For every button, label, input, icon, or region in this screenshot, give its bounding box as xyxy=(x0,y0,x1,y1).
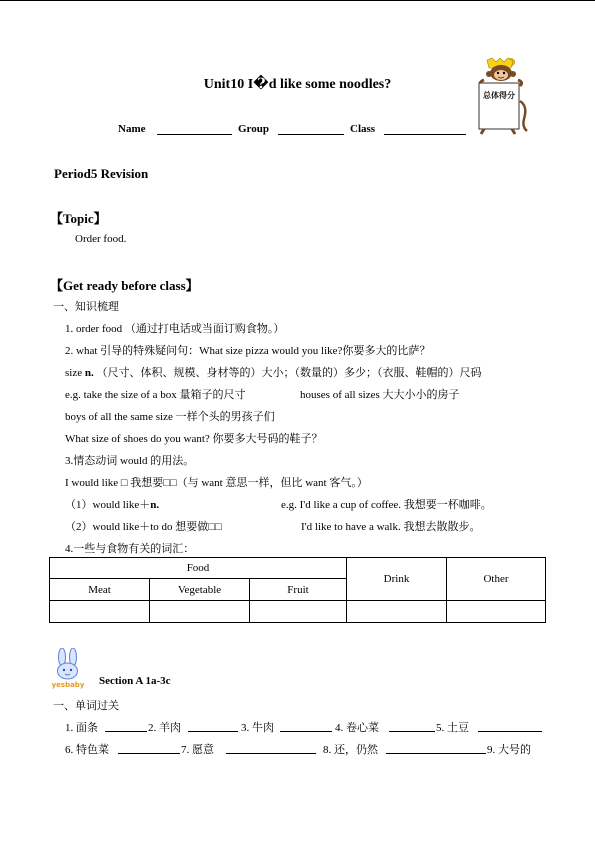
word-prompt-3: 3. 牛肉 xyxy=(241,722,274,734)
note-line-9a xyxy=(65,496,159,512)
word-prompt-5: 5. 土豆 xyxy=(436,722,469,734)
class-field[interactable] xyxy=(384,124,466,135)
drink-answer-cell[interactable] xyxy=(347,601,447,623)
word-blank-1[interactable] xyxy=(105,721,147,732)
word-blank-3[interactable] xyxy=(280,721,332,732)
vegetable-header: Vegetable xyxy=(150,579,250,601)
rabbit-logo xyxy=(49,648,87,690)
note-line-6: What size of shoes do you want? 你要多大号码的鞋子？ xyxy=(65,433,323,445)
page-title: Unit10 I�d like some noodles? xyxy=(203,77,392,92)
note-line-9b: e.g. I'd like a cup of coffee. 我想要一杯咖啡。 xyxy=(281,499,492,511)
note-line-4a: e.g. take the size of a box 量箱子的尺寸 xyxy=(65,389,246,401)
topic-heading: 【Topic】 xyxy=(50,211,107,226)
other-header: Other xyxy=(447,558,546,601)
ready-heading: 【Get ready before class】 xyxy=(50,278,199,293)
note-line-4b: houses of all sizes 大大小小的房子 xyxy=(300,389,460,401)
note-line-2: 2. what 引导的特殊疑问句：What size pizza would you like?你要多大的比萨？ xyxy=(65,345,431,357)
word-blank-2[interactable] xyxy=(188,721,238,732)
noun-mark-2: n. xyxy=(150,499,160,511)
other-answer-cell[interactable] xyxy=(447,601,546,623)
group-label: Group xyxy=(238,123,269,135)
size-word: size xyxy=(65,367,85,379)
rabbit-logo-text: yesbaby xyxy=(51,681,85,689)
note-line-8: I would like □ 我想要□□（与 want 意思一样，但比 want 客气。） xyxy=(65,477,368,489)
monkey-score-badge xyxy=(472,56,530,136)
size-meaning: （尺寸、体积、规模、身材等的）大小；（数量的）多少；（衣服、鞋帽的）尺码 xyxy=(93,367,482,379)
note-line-5: boys of all the same size 一样个头的男孩子们 xyxy=(65,411,275,423)
section-heading: Section A 1a-3c xyxy=(99,675,171,687)
note-line-3 xyxy=(65,364,481,380)
note-line-10a: （2）would like＋to do 想要做□□ xyxy=(65,521,222,533)
noun-mark: n. xyxy=(84,367,94,379)
class-label: Class xyxy=(350,123,376,135)
note-line-1: 1. order food （通过打电话或当面订购食物。） xyxy=(65,323,285,335)
period-heading: Period5 Revision xyxy=(54,166,149,181)
badge-label: 总体得分 xyxy=(483,91,515,100)
would-like-plus: （1）would like＋ xyxy=(65,499,151,511)
food-vocab-table xyxy=(49,557,546,623)
name-label: Name xyxy=(118,123,146,135)
vegetable-answer-cell[interactable] xyxy=(150,601,250,623)
word-prompt-8: 8. 还，仍然 xyxy=(323,744,378,756)
meat-header: Meat xyxy=(50,579,150,601)
name-field[interactable] xyxy=(157,124,232,135)
food-header: Food xyxy=(50,558,347,579)
word-blank-8[interactable] xyxy=(386,743,486,754)
word-prompt-7: 7. 愿意 xyxy=(181,744,214,756)
fruit-answer-cell[interactable] xyxy=(250,601,347,623)
word-blank-7[interactable] xyxy=(226,743,316,754)
word-prompt-4: 4. 卷心菜 xyxy=(335,722,379,734)
fruit-header: Fruit xyxy=(250,579,347,601)
note-line-7: 3.情态动词 would 的用法。 xyxy=(65,455,195,467)
top-rule xyxy=(0,0,595,1)
drink-header: Drink xyxy=(347,558,447,601)
word-blank-5[interactable] xyxy=(478,721,542,732)
word-prompt-1: 1. 面条 xyxy=(65,722,98,734)
word-check-subheading: 一、单词过关 xyxy=(53,700,119,712)
word-prompt-9: 9. 大号的 xyxy=(487,744,531,756)
word-blank-4[interactable] xyxy=(389,721,435,732)
meat-answer-cell[interactable] xyxy=(50,601,150,623)
topic-text: Order food. xyxy=(75,233,127,245)
knowledge-subheading: 一、知识梳理 xyxy=(53,301,119,313)
word-blank-6[interactable] xyxy=(118,743,180,754)
word-prompt-6: 6. 特色菜 xyxy=(65,744,109,756)
note-line-11: 4.一些与食物有关的词汇： xyxy=(65,543,195,555)
word-prompt-2: 2. 羊肉 xyxy=(148,722,181,734)
group-field[interactable] xyxy=(278,124,344,135)
note-line-10b: I'd like to have a walk. 我想去散散步。 xyxy=(301,521,481,533)
